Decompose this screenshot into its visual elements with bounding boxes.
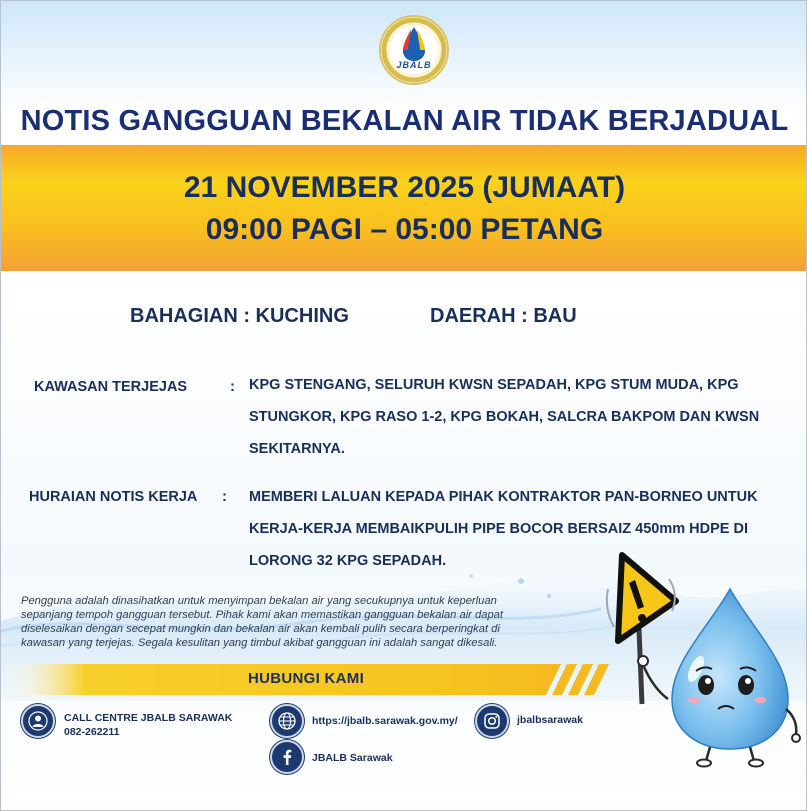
instagram-handle[interactable]: jbalbsarawak [517, 714, 583, 726]
affected-area-line: STUNGKOR, KPG RASO 1-2, KPG BOKAH, SALCRA BAKPOM DAN KWSN [249, 409, 760, 425]
warning-sign-icon [607, 555, 676, 704]
call-centre-info [64, 711, 232, 739]
instagram-icon [475, 704, 509, 738]
disruption-time: 09:00 PAGI – 05:00 PETANG [205, 213, 604, 246]
jbalb-logo [379, 15, 449, 85]
disclaimer-line: diselesaikan dengan secepat mungkin dan bekalan air akan kembali pulih secara berperingkat di [21, 623, 500, 635]
contact-title: HUBUNGI KAMI [247, 670, 365, 687]
district-label: DAERAH : BAU [430, 305, 577, 327]
work-description-label: HURAIAN NOTIS KERJA [29, 489, 198, 505]
affected-area-line: KPG STENGANG, SELURUH KWSN SEPADAH, KPG STUM MUDA, KPG [249, 377, 739, 393]
affected-area-value [249, 369, 769, 465]
affected-area-label: KAWASAN TERJEJAS [34, 379, 188, 395]
disclaimer-line: kawasan yang terjejas. Segala kesulitan yang timbul akibat gangguan ini adalah sangat dikesali. [21, 637, 498, 649]
website-link[interactable]: https://jbalb.sarawak.gov.my/ [312, 715, 458, 727]
disclaimer-line: Pengguna adalah dinasihatkan untuk menyimpan bekalan air yang secukupnya untuk keperluan [21, 595, 497, 607]
disruption-date: 21 NOVEMBER 2025 (JUMAAT) [183, 171, 626, 204]
globe-icon [270, 704, 304, 738]
water-drop-logo-icon [381, 17, 447, 83]
facebook-page[interactable]: JBALB Sarawak [312, 752, 393, 764]
notice-title: NOTIS GANGGUAN BEKALAN AIR TIDAK BERJADUAL [20, 105, 789, 137]
logo-text: JBALB [396, 60, 432, 70]
call-centre-name: CALL CENTRE JBALB SARAWAK [64, 712, 233, 724]
work-description-line: LORONG 32 KPG SEPADAH. [249, 553, 447, 569]
work-description-separator: : [222, 488, 227, 505]
affected-area-line: SEKITARNYA. [249, 441, 345, 457]
call-centre-phone[interactable]: 082-262211 [64, 726, 120, 738]
date-time-band [1, 145, 807, 271]
work-description-line: KERJA-KERJA MEMBAIKPULIH PIPE BOCOR BERSAIZ 450mm HDPE DI [249, 521, 748, 537]
affected-area-separator: : [230, 378, 235, 395]
division-label: BAHAGIAN : KUCHING [130, 305, 349, 327]
disclaimer-text [21, 594, 581, 650]
user-icon [21, 704, 55, 738]
disclaimer-line: sepanjang tempoh gangguan tersebut. Pihak kami akan memastikan gangguan bekalan air dapat [21, 609, 504, 621]
work-description-line: MEMBERI LALUAN KEPADA PIHAK KONTRAKTOR PAN-BORNEO UNTUK [249, 489, 758, 505]
water-drop-mascot [584, 549, 806, 769]
facebook-icon [270, 740, 304, 774]
